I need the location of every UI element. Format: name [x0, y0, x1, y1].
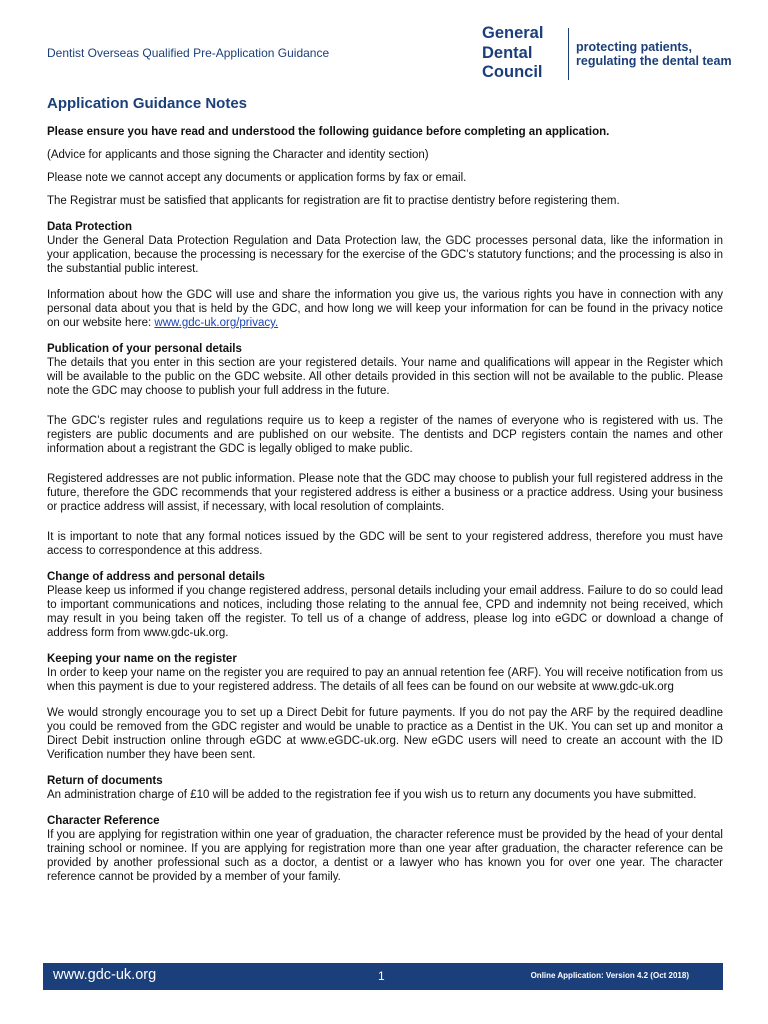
return-documents-paragraph: An administration charge of £10 will be added to the registration fee if you wish us to return any documents you have submitted. [47, 789, 697, 801]
gdc-logo [482, 24, 752, 86]
intro-fax-note: Please note we cannot accept any documents or application forms by fax or email. [47, 172, 467, 184]
tagline-line-2: regulating the dental team [576, 54, 732, 68]
publication-paragraph-1: The details that you enter in this section are your registered details. Your name and qualifications will appear in the Register which will be available to the public on the GDC website. All other details provided in this section will not be available to the public. Please note the GDC may choose to publish your full address in the future. [47, 357, 723, 397]
guidance-content [47, 125, 723, 884]
intro-advice: (Advice for applicants and those signing the Character and identity section) [47, 149, 429, 161]
character-reference-heading: Character Reference [47, 815, 160, 827]
publication-paragraph-3: Registered addresses are not public information. Please note that the GDC may choose to publish your full registered address in the future, therefore the GDC recommends that your registered address is either a business or a practice address. Using your business or practice address will assist, if necessary, with local resolution of complaints. [47, 473, 723, 513]
logo-line-2: Dental [482, 43, 533, 62]
logo-wordmark [482, 24, 543, 83]
change-address-heading: Change of address and personal details [47, 571, 265, 583]
data-protection-paragraph-1: Under the General Data Protection Regulation and Data Protection law, the GDC processes personal data, like the information in your application, because the processing is necessary for the exercise of the GDC’s statutory functions; and the processing is also in the substantial public interest. [47, 235, 723, 275]
keeping-name-heading: Keeping your name on the register [47, 653, 237, 665]
return-documents-heading: Return of documents [47, 775, 163, 787]
tagline-line-1: protecting patients, [576, 40, 692, 54]
page-number: 1 [378, 969, 385, 983]
change-address-paragraph: Please keep us informed if you change registered address, personal details including your email address. Failure to do so could lead to important communications and notices, including those relating to the annual fee, CPD and indemnity not being received, which may result in you being taken off the register. To tell us of a change of address, please log into eGDC or download a change of address form from www.gdc-uk.org. [47, 585, 723, 639]
data-protection-heading: Data Protection [47, 221, 132, 233]
publication-paragraph-4: It is important to note that any formal notices issued by the GDC will be sent to your registered address, therefore you must have access to correspondence at this address. [47, 531, 723, 557]
intro-notice: Please ensure you have read and understood the following guidance before completing an application. [47, 126, 610, 138]
data-protection-text: Information about how the GDC will use and share the information you give us, the various rights you have in connection with any personal data about you that is held by the GDC, and how long we will keep your information for can be found in the privacy notice on our website here: [47, 289, 723, 329]
character-reference-paragraph: If you are applying for registration within one year of graduation, the character reference must be provided by the head of your dental training school or nominee. If you are applying for registration more than one year after graduation, the character reference can be provided by another professional such as a doctor, a dentist or a lawyer who has known you for over one year. The character reference cannot be provided by a member of your family. [47, 829, 723, 883]
keeping-name-paragraph-2: We would strongly encourage you to set up a Direct Debit for future payments. If you do not pay the ARF by the required deadline you could be removed from the GDC register and would be unable to practice as a Dentist in the UK. You can set up and monitor a Direct Debit instruction online through eGDC at www.eGDC-uk.org. New eGDC users will need to create an account with the ID Verification number they have been sent. [47, 707, 723, 761]
page-title: Application Guidance Notes [47, 95, 248, 112]
logo-line-1: General [482, 24, 544, 42]
logo-line-3: Council [482, 63, 543, 81]
data-protection-paragraph-2 [47, 288, 723, 330]
footer-url: www.gdc-uk.org [53, 967, 157, 983]
logo-divider [568, 28, 569, 80]
page-footer [43, 963, 723, 990]
logo-tagline [576, 40, 732, 68]
version-label: Online Application: Version 4.2 (Oct 2018) [530, 971, 689, 980]
privacy-link[interactable]: www.gdc-uk.org/privacy. [154, 317, 279, 329]
intro-registrar: The Registrar must be satisfied that applicants for registration are fit to practise dentistry before registering them. [47, 195, 620, 207]
keeping-name-paragraph-1: In order to keep your name on the register you are required to pay an annual retention fee (ARF). You will receive notification from us when this payment is due to your registered address. The details of all fees can be found on our website at www.gdc-uk.org [47, 667, 723, 693]
document-header-title: Dentist Overseas Qualified Pre-Application Guidance [47, 46, 330, 60]
publication-paragraph-2: The GDC’s register rules and regulations require us to keep a register of the names of everyone who is registered with us. The registers are public documents and are published on our website. The dentists and DCP registers contain the names and other information about a registrant the GDC is legally obliged to make public. [47, 415, 723, 455]
publication-heading: Publication of your personal details [47, 343, 242, 355]
